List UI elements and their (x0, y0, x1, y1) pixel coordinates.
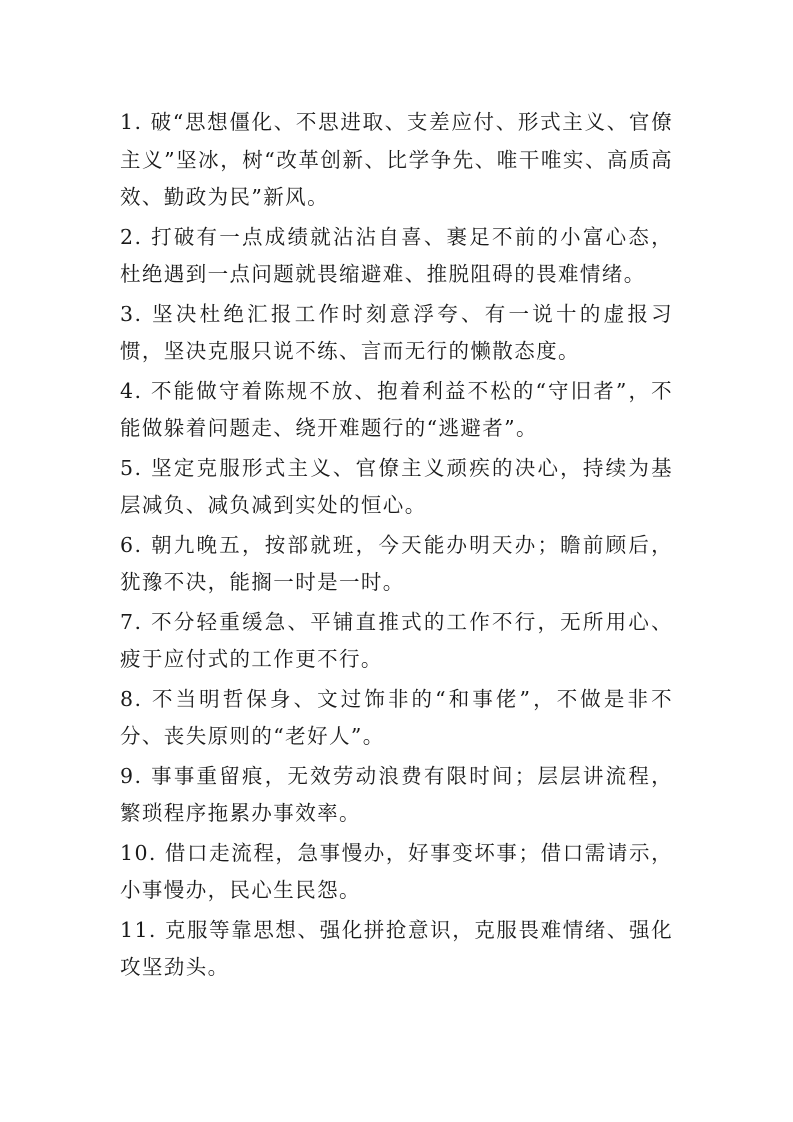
list-item-3: 3. 坚决杜绝汇报工作时刻意浮夸、有一说十的虚报习惯，坚决克服只说不练、言而无行的懒散态度。 (120, 301, 673, 363)
numbered-list (120, 104, 673, 987)
list-item-5: 5. 坚定克服形式主义、官僚主义顽疾的决心，持续为基层减负、减负减到实处的恒心。 (120, 455, 673, 517)
list-item-10: 10. 借口走流程，急事慢办，好事变坏事；借口需请示，小事慢办，民心生民怨。 (120, 840, 673, 902)
list-item-1: 1. 破“思想僵化、不思进取、支差应付、形式主义、官僚主义”坚冰，树“改革创新、比学争先、唯干唯实、高质高效、勤政为民”新风。 (120, 110, 673, 209)
list-item-11: 11. 克服等靠思想、强化拼抢意识，克服畏难情绪、强化攻坚劲头。 (120, 917, 673, 979)
list-item-4: 4. 不能做守着陈规不放、抱着利益不松的“守旧者”，不能做躲着问题走、绕开难题行的“逃避者”。 (120, 378, 673, 440)
list-item-2: 2. 打破有一点成绩就沾沾自喜、裹足不前的小富心态，杜绝遇到一点问题就畏缩避难、推脱阻碍的畏难情绪。 (120, 224, 673, 286)
list-item-7: 7. 不分轻重缓急、平铺直推式的工作不行，无所用心、疲于应付式的工作更不行。 (120, 609, 673, 671)
list-item-8: 8. 不当明哲保身、文过饰非的“和事佬”，不做是非不分、丧失原则的“老好人”。 (120, 686, 673, 748)
list-item-6: 6. 朝九晚五，按部就班，今天能办明天办；瞻前顾后，犹豫不决，能搁一时是一时。 (120, 532, 673, 594)
list-item-9: 9. 事事重留痕，无效劳动浪费有限时间；层层讲流程，繁琐程序拖累办事效率。 (120, 763, 673, 825)
